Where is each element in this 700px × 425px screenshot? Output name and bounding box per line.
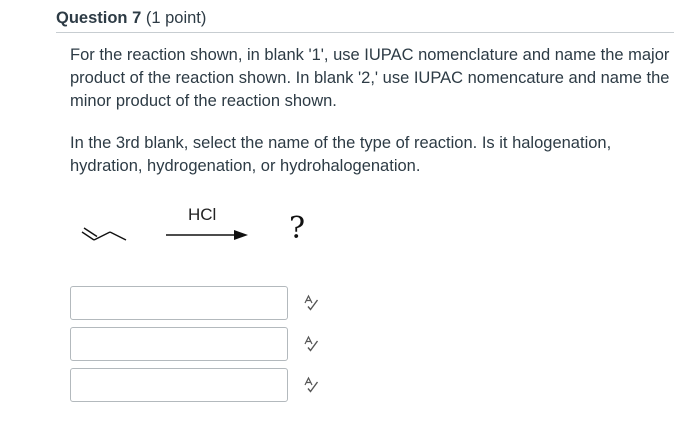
header-divider: [56, 32, 674, 33]
question-points: (1 point): [145, 9, 207, 27]
answer-blank-2[interactable]: [70, 327, 288, 361]
instruction-paragraph-1: For the reaction shown, in blank '1', use IUPAC nomenclature and name the major product of the reaction shown. In blank '2,' use IUPAC nomencature and name the minor product of the reaction shown.: [70, 46, 670, 110]
answer-blank-1[interactable]: [70, 286, 288, 320]
reaction-arrow-icon: [166, 229, 248, 241]
reactant-structure: [80, 225, 136, 245]
instruction-paragraph-2: In the 3rd blank, select the name of the type of reaction. Is it halogenation, hydration, hydrogenation, or hydrohalogenation.: [70, 134, 612, 175]
spell-check-icon[interactable]: [302, 335, 320, 353]
reaction-scheme: [0, 195, 700, 265]
question-header: [56, 9, 206, 28]
answer-blank-3[interactable]: [70, 368, 288, 402]
answer-row-1: [70, 286, 330, 322]
answer-row-3: [70, 368, 330, 404]
reagent-label: HCl: [188, 205, 217, 224]
spell-check-icon[interactable]: [302, 376, 320, 394]
answer-row-2: [70, 327, 330, 363]
unknown-product: ?: [289, 211, 306, 246]
question-title: Question 7: [56, 9, 142, 27]
spell-check-icon[interactable]: [302, 294, 320, 312]
